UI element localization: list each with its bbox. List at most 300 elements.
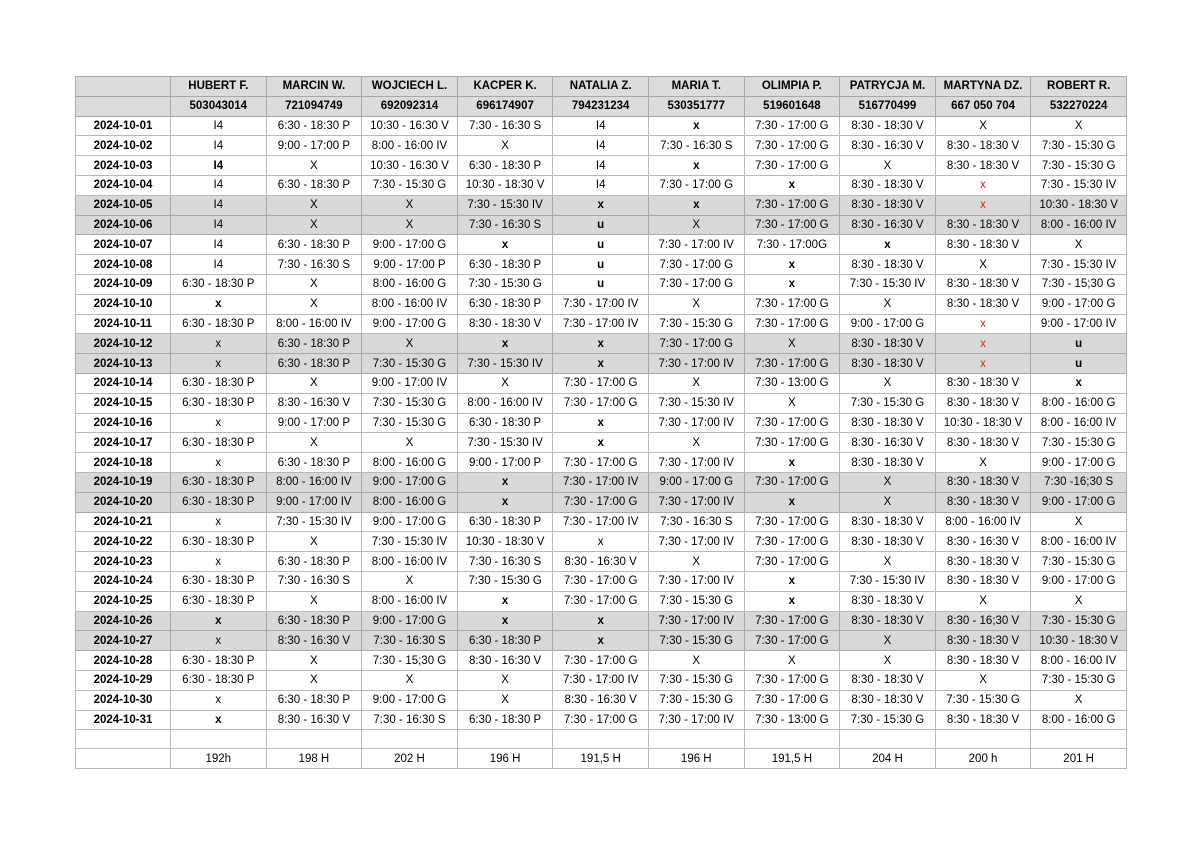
shift-cell: 8:00 - 16:00 G <box>362 274 458 294</box>
shift-cell: 7:30 - 17:00 IV <box>648 532 744 552</box>
date-cell: 2024-10-14 <box>76 373 171 393</box>
date-cell: 2024-10-03 <box>76 156 171 176</box>
shift-cell: 7:30 - 15:30 G <box>1031 433 1127 453</box>
shift-cell: 9:00 - 17:00 IV <box>362 373 458 393</box>
shift-cell: X <box>840 552 936 572</box>
total-hours-cell: 200 h <box>935 749 1031 769</box>
shift-cell: 8:30 - 18:30 V <box>935 552 1031 572</box>
shift-cell: 7:30 - 17:00 G <box>744 156 840 176</box>
shift-cell: 9:00 - 17:00 IV <box>266 492 362 512</box>
shift-cell: 9:00 - 17:00 P <box>362 255 458 275</box>
shift-cell: 8:30 - 18:30 V <box>935 472 1031 492</box>
shift-cell: 8:30 - 18:30 V <box>840 690 936 710</box>
shift-cell: 7:30 - 15:30 G <box>1031 611 1127 631</box>
shift-cell: x <box>457 334 553 354</box>
shift-cell: 7:30 - 15:30 G <box>362 175 458 195</box>
date-cell: 2024-10-18 <box>76 453 171 473</box>
shift-cell: X <box>935 116 1031 136</box>
shift-cell: 9:00 - 17:00 G <box>362 512 458 532</box>
schedule-sheet <box>75 76 1126 769</box>
shift-cell: 6:30 - 18:30 P <box>266 334 362 354</box>
employee-phone: 794231234 <box>553 96 649 116</box>
schedule-row <box>76 651 1127 671</box>
shift-cell: 8:30 - 18:30 V <box>457 314 553 334</box>
shift-cell: I4 <box>171 215 267 235</box>
shift-cell: 7:30 - 16:30 S <box>362 710 458 730</box>
total-hours-cell: 191,5 H <box>744 749 840 769</box>
shift-cell: 8:30 - 18:30 V <box>935 235 1031 255</box>
shift-cell: X <box>840 156 936 176</box>
employee-phone: 696174907 <box>457 96 553 116</box>
shift-cell: 6:30 - 18:30 P <box>171 274 267 294</box>
shift-cell: 7:30 - 17:00 G <box>744 512 840 532</box>
shift-cell: 8:30 - 16:30 V <box>840 215 936 235</box>
shift-cell: x <box>171 453 267 473</box>
shift-cell: 6:30 - 18:30 P <box>171 492 267 512</box>
shift-cell: 7:30 - 16:30 S <box>457 215 553 235</box>
shift-cell: 7:30 - 15:30 IV <box>1031 175 1127 195</box>
date-cell: 2024-10-09 <box>76 274 171 294</box>
schedule-row <box>76 274 1127 294</box>
shift-cell: x <box>744 571 840 591</box>
shift-cell: x <box>935 314 1031 334</box>
shift-cell: 8:30 - 18:30 V <box>935 156 1031 176</box>
employee-name: OLIMPIA P. <box>744 77 840 97</box>
schedule-row <box>76 571 1127 591</box>
shift-cell: X <box>266 433 362 453</box>
schedule-row <box>76 552 1127 572</box>
shift-cell: 6:30 - 18:30 P <box>171 651 267 671</box>
shift-cell: 7:30 - 17:00 G <box>744 472 840 492</box>
shift-cell: 9:00 - 17:00 G <box>1031 492 1127 512</box>
shift-cell: X <box>1031 512 1127 532</box>
schedule-row <box>76 175 1127 195</box>
shift-cell: 8:00 - 16:00 IV <box>266 472 362 492</box>
date-cell: 2024-10-08 <box>76 255 171 275</box>
shift-cell: 8:30 - 16:30 V <box>553 690 649 710</box>
schedule-row <box>76 156 1127 176</box>
date-cell: 2024-10-01 <box>76 116 171 136</box>
shift-cell: 7:30 - 17:00 G <box>553 651 649 671</box>
shift-cell: 8:00 - 16:00 IV <box>266 314 362 334</box>
shift-cell: 7:30 - 15;30 G <box>362 651 458 671</box>
shift-cell: 6:30 - 18:30 P <box>457 512 553 532</box>
shift-cell: X <box>266 195 362 215</box>
employee-phone: 519601648 <box>744 96 840 116</box>
shift-cell: I4 <box>553 156 649 176</box>
shift-cell: 8:00 - 16:00 IV <box>362 136 458 156</box>
schedule-row <box>76 373 1127 393</box>
schedule-row <box>76 354 1127 374</box>
shift-cell: 7:30 - 17:00 G <box>744 433 840 453</box>
shift-cell: x <box>744 453 840 473</box>
shift-cell: 8:00 - 16:00 IV <box>457 393 553 413</box>
shift-cell: 8:30 - 16:30 V <box>840 136 936 156</box>
shift-cell: x <box>553 611 649 631</box>
shift-cell: 7:30 - 13:00 G <box>744 373 840 393</box>
schedule-row <box>76 314 1127 334</box>
shift-cell: 6:30 - 18:30 P <box>266 690 362 710</box>
shift-cell: 10:30 - 18:30 V <box>1031 631 1127 651</box>
shift-cell: 8:30 - 18:30 V <box>935 710 1031 730</box>
shift-cell: X <box>266 274 362 294</box>
shift-cell: 7:30 - 17:00 IV <box>553 314 649 334</box>
shift-cell: X <box>648 651 744 671</box>
shift-cell: 9:00 - 17:00 G <box>1031 294 1127 314</box>
shift-cell: 7:30 - 15:30 G <box>935 690 1031 710</box>
shift-cell: 8:30 - 18:30 V <box>935 492 1031 512</box>
shift-cell: 7:30 - 16:30 S <box>362 631 458 651</box>
shift-cell: 8:30 - 16:30 V <box>935 532 1031 552</box>
empty-cell <box>1031 730 1127 749</box>
shift-cell: 7:30 - 17:00 G <box>553 373 649 393</box>
schedule-row <box>76 453 1127 473</box>
shift-cell: x <box>171 710 267 730</box>
shift-cell: x <box>457 591 553 611</box>
shift-cell: 7:30 - 15:30 G <box>1031 552 1127 572</box>
shift-cell: 7:30 - 17:00 G <box>553 492 649 512</box>
shift-cell: X <box>362 571 458 591</box>
shift-cell: 7:30 - 17:00 IV <box>648 413 744 433</box>
shift-cell: x <box>648 156 744 176</box>
shift-cell: 6:30 - 18:30 P <box>457 413 553 433</box>
shift-cell: x <box>457 611 553 631</box>
shift-cell: 7:30 - 17:00 G <box>744 354 840 374</box>
shift-cell: 7:30 - 15:30 IV <box>1031 255 1127 275</box>
total-hours-cell: 198 H <box>266 749 362 769</box>
shift-cell: X <box>266 294 362 314</box>
shift-cell: 7:30 - 17:00 IV <box>648 492 744 512</box>
schedule-row <box>76 492 1127 512</box>
shift-cell: X <box>648 294 744 314</box>
shift-cell: 7:30 - 17:00 G <box>744 314 840 334</box>
schedule-row <box>76 235 1127 255</box>
shift-cell: I4 <box>171 175 267 195</box>
shift-cell: 7:30 - 15:30 IV <box>457 354 553 374</box>
shift-cell: x <box>553 631 649 651</box>
schedule-row <box>76 591 1127 611</box>
date-cell: 2024-10-28 <box>76 651 171 671</box>
shift-cell: 7:30 - 17:00 G <box>744 195 840 215</box>
shift-cell: 7:30 - 17:00 IV <box>648 354 744 374</box>
shift-cell: x <box>553 532 649 552</box>
shift-cell: 7:30 - 16:30 S <box>457 116 553 136</box>
employee-phone: 516770499 <box>840 96 936 116</box>
shift-cell: x <box>744 255 840 275</box>
shift-cell: 8:30 - 18:30 V <box>840 611 936 631</box>
shift-cell: 9:00 - 17:00 IV <box>1031 314 1127 334</box>
shift-cell: X <box>266 591 362 611</box>
schedule-row <box>76 532 1127 552</box>
schedule-row <box>76 690 1127 710</box>
shift-cell: x <box>171 413 267 433</box>
shift-cell: X <box>1031 690 1127 710</box>
shift-cell: 7:30 - 15:30 G <box>362 354 458 374</box>
date-cell: 2024-10-29 <box>76 670 171 690</box>
shift-cell: 8:30 - 16:30 V <box>840 433 936 453</box>
shift-cell: 6:30 - 18:30 P <box>457 631 553 651</box>
shift-cell: 6:30 - 18:30 P <box>171 393 267 413</box>
employee-phone: 721094749 <box>266 96 362 116</box>
shift-cell: X <box>362 334 458 354</box>
shift-cell: 10:30 - 18:30 V <box>935 413 1031 433</box>
shift-cell: 8:00 - 16:00 IV <box>362 591 458 611</box>
date-cell: 2024-10-31 <box>76 710 171 730</box>
shift-cell: X <box>266 215 362 235</box>
date-cell: 2024-10-04 <box>76 175 171 195</box>
shift-cell: 6:30 - 18:30 P <box>171 472 267 492</box>
shift-cell: 7:30 - 17:00 G <box>553 393 649 413</box>
schedule-row <box>76 294 1127 314</box>
employee-name: HUBERT F. <box>171 77 267 97</box>
schedule-table <box>75 76 1127 769</box>
date-cell: 2024-10-15 <box>76 393 171 413</box>
shift-cell: 7:30 - 17:00 G <box>744 552 840 572</box>
shift-cell: 7:30 - 15:30 G <box>362 413 458 433</box>
shift-cell: x <box>935 175 1031 195</box>
shift-cell: u <box>553 274 649 294</box>
totals-row <box>76 749 1127 769</box>
shift-cell: I4 <box>171 116 267 136</box>
shift-cell: 7:30 - 17:00 G <box>744 631 840 651</box>
shift-cell: 7:30 - 15;30 G <box>1031 274 1127 294</box>
shift-cell: 6:30 - 18:30 P <box>266 354 362 374</box>
shift-cell: x <box>648 195 744 215</box>
total-hours-cell: 204 H <box>840 749 936 769</box>
shift-cell: 6:30 - 18:30 P <box>266 453 362 473</box>
shift-cell: 8:30 - 18:30 V <box>840 512 936 532</box>
shift-cell: 6:30 - 18:30 P <box>266 116 362 136</box>
shift-cell: 7:30 -16;30 S <box>1031 472 1127 492</box>
shift-cell: 7:30 - 17:00 IV <box>648 235 744 255</box>
date-cell: 2024-10-11 <box>76 314 171 334</box>
shift-cell: 7:30 - 15:30 G <box>840 710 936 730</box>
shift-cell: 9:00 - 17:00 G <box>648 472 744 492</box>
shift-cell: 8:00 - 16:00 G <box>362 453 458 473</box>
shift-cell: I4 <box>171 195 267 215</box>
shift-cell: 8:30 - 18:30 V <box>840 413 936 433</box>
shift-cell: X <box>1031 235 1127 255</box>
shift-cell: X <box>362 433 458 453</box>
schedule-row <box>76 195 1127 215</box>
shift-cell: x <box>1031 373 1127 393</box>
date-cell: 2024-10-22 <box>76 532 171 552</box>
shift-cell: I4 <box>553 136 649 156</box>
shift-cell: x <box>744 274 840 294</box>
shift-cell: 7:30 - 15:30 IV <box>362 532 458 552</box>
shift-cell: 8:00 - 16:00 IV <box>1031 413 1127 433</box>
shift-cell: 7:30 - 15:30 G <box>648 314 744 334</box>
shift-cell: 8:30 - 18:30 V <box>935 651 1031 671</box>
shift-cell: 8:00 - 16:00 IV <box>1031 215 1127 235</box>
corner-cell <box>76 96 171 116</box>
shift-cell: 7:30 - 17:00 G <box>744 116 840 136</box>
shift-cell: 8:30 - 16:30 V <box>457 651 553 671</box>
shift-cell: 10:30 - 18:30 V <box>457 532 553 552</box>
schedule-row <box>76 611 1127 631</box>
shift-cell: 8:30 - 18:30 V <box>840 255 936 275</box>
shift-cell: X <box>1031 591 1127 611</box>
shift-cell: 6:30 - 18:30 P <box>457 156 553 176</box>
total-hours-cell: 192h <box>171 749 267 769</box>
shift-cell: 7:30 - 15:30 IV <box>840 274 936 294</box>
shift-cell: 7:30 - 17:00 G <box>553 591 649 611</box>
employee-name: MARTYNA DZ. <box>935 77 1031 97</box>
shift-cell: 7:30 - 15:30 G <box>362 393 458 413</box>
shift-cell: 6:30 - 18:30 P <box>171 532 267 552</box>
shift-cell: 7:30 - 17:00 IV <box>648 571 744 591</box>
shift-cell: X <box>840 294 936 314</box>
empty-cell <box>362 730 458 749</box>
schedule-row <box>76 670 1127 690</box>
shift-cell: 10:30 - 18:30 V <box>457 175 553 195</box>
shift-cell: X <box>457 373 553 393</box>
date-cell: 2024-10-21 <box>76 512 171 532</box>
shift-cell: X <box>266 373 362 393</box>
shift-cell: 7:30 - 17:00 IV <box>648 453 744 473</box>
shift-cell: 7:30 - 15:30 G <box>648 631 744 651</box>
empty-cell <box>935 730 1031 749</box>
empty-cell <box>76 730 171 749</box>
total-hours-cell: 196 H <box>457 749 553 769</box>
date-cell: 2024-10-25 <box>76 591 171 611</box>
schedule-row <box>76 472 1127 492</box>
shift-cell: 7:30 - 17:00 IV <box>553 670 649 690</box>
shift-cell: 8:00 - 16:00 IV <box>1031 532 1127 552</box>
shift-cell: x <box>744 591 840 611</box>
employee-name: PATRYCJA M. <box>840 77 936 97</box>
shift-cell: x <box>935 195 1031 215</box>
shift-cell: X <box>744 651 840 671</box>
shift-cell: x <box>553 195 649 215</box>
shift-cell: 6:30 - 18:30 P <box>266 611 362 631</box>
shift-cell: x <box>648 116 744 136</box>
shift-cell: 7:30 - 17:00 IV <box>648 611 744 631</box>
shift-cell: 7:30 - 17:00 IV <box>648 710 744 730</box>
shift-cell: 6:30 - 18:30 P <box>457 255 553 275</box>
shift-cell: 7:30 - 17:00 IV <box>553 294 649 314</box>
schedule-row <box>76 413 1127 433</box>
shift-cell: 9:00 - 17:00 P <box>266 413 362 433</box>
header-row-names <box>76 77 1127 97</box>
shift-cell: X <box>744 334 840 354</box>
shift-cell: 7:30 - 17:00 G <box>648 175 744 195</box>
shift-cell: 8:30 - 18:30 V <box>935 294 1031 314</box>
employee-phone: 532270224 <box>1031 96 1127 116</box>
shift-cell: 7:30 - 17:00 IV <box>553 512 649 532</box>
shift-cell: x <box>457 472 553 492</box>
shift-cell: 7:30 - 17:00G <box>744 235 840 255</box>
shift-cell: X <box>1031 116 1127 136</box>
shift-cell: 7:30 - 15:30 IV <box>840 571 936 591</box>
schedule-row <box>76 136 1127 156</box>
shift-cell: 8:00 - 16:00 G <box>362 492 458 512</box>
shift-cell: 7:30 - 17:00 G <box>553 453 649 473</box>
shift-cell: 9:00 - 17:00 G <box>362 235 458 255</box>
shift-cell: x <box>744 492 840 512</box>
shift-cell: X <box>362 670 458 690</box>
shift-cell: u <box>553 215 649 235</box>
shift-cell: x <box>171 690 267 710</box>
shift-cell: X <box>840 373 936 393</box>
shift-cell: 7:30 - 17:00 G <box>648 255 744 275</box>
shift-cell: x <box>553 354 649 374</box>
employee-name: MARIA T. <box>648 77 744 97</box>
shift-cell: 8:30 - 18:30 V <box>840 334 936 354</box>
date-cell: 2024-10-17 <box>76 433 171 453</box>
shift-cell: x <box>553 413 649 433</box>
date-cell: 2024-10-10 <box>76 294 171 314</box>
shift-cell: u <box>553 255 649 275</box>
date-cell: 2024-10-26 <box>76 611 171 631</box>
schedule-row <box>76 433 1127 453</box>
shift-cell: X <box>840 492 936 512</box>
shift-cell: 8:00 - 16:00 IV <box>362 552 458 572</box>
shift-cell: 9:00 - 17:00 G <box>1031 571 1127 591</box>
shift-cell: x <box>553 433 649 453</box>
employee-name: ROBERT R. <box>1031 77 1127 97</box>
empty-cell <box>553 730 649 749</box>
shift-cell: 8:30 - 16:30 V <box>266 631 362 651</box>
schedule-row <box>76 631 1127 651</box>
total-hours-cell: 191,5 H <box>553 749 649 769</box>
shift-cell: 8:00 - 16:00 IV <box>362 294 458 314</box>
empty-cell <box>266 730 362 749</box>
shift-cell: X <box>266 532 362 552</box>
shift-cell: I4 <box>171 235 267 255</box>
schedule-row <box>76 215 1127 235</box>
shift-cell: 6:30 - 18:30 P <box>171 670 267 690</box>
schedule-row <box>76 512 1127 532</box>
employee-phone: 503043014 <box>171 96 267 116</box>
shift-cell: 7:30 - 16:30 S <box>266 255 362 275</box>
shift-cell: X <box>840 651 936 671</box>
shift-cell: 8:30 - 18:30 V <box>840 175 936 195</box>
shift-cell: 7:30 - 15:30 G <box>457 571 553 591</box>
corner-cell <box>76 77 171 97</box>
shift-cell: 6:30 - 18:30 P <box>266 235 362 255</box>
date-cell: 2024-10-27 <box>76 631 171 651</box>
shift-cell: X <box>362 215 458 235</box>
shift-cell: 8:30 - 18:30 V <box>935 215 1031 235</box>
employee-phone: 692092314 <box>362 96 458 116</box>
shift-cell: 9:00 - 17:00 P <box>266 136 362 156</box>
shift-cell: 9:00 - 17:00 G <box>362 314 458 334</box>
shift-cell: 6:30 - 18:30 P <box>457 710 553 730</box>
schedule-row <box>76 393 1127 413</box>
schedule-body <box>76 77 1127 769</box>
shift-cell: 6:30 - 18:30 P <box>171 433 267 453</box>
date-cell: 2024-10-24 <box>76 571 171 591</box>
shift-cell: 7:30 - 16:30 S <box>457 552 553 572</box>
spacer-row <box>76 730 1127 749</box>
shift-cell: X <box>744 393 840 413</box>
shift-cell: 8:00 - 16:00 IV <box>935 512 1031 532</box>
shift-cell: X <box>648 373 744 393</box>
employee-phone: 667 050 704 <box>935 96 1031 116</box>
total-hours-cell: 201 H <box>1031 749 1127 769</box>
shift-cell: 7:30 - 13:00 G <box>744 710 840 730</box>
shift-cell: 8:30 - 18:30 V <box>935 433 1031 453</box>
shift-cell: x <box>935 334 1031 354</box>
shift-cell: 10:30 - 18:30 V <box>1031 195 1127 215</box>
date-cell: 2024-10-20 <box>76 492 171 512</box>
shift-cell: 8:30 - 18:30 V <box>840 591 936 611</box>
shift-cell: 10:30 - 16:30 V <box>362 156 458 176</box>
shift-cell: X <box>266 670 362 690</box>
shift-cell: x <box>457 235 553 255</box>
shift-cell: 8:00 - 16:00 G <box>1031 710 1127 730</box>
